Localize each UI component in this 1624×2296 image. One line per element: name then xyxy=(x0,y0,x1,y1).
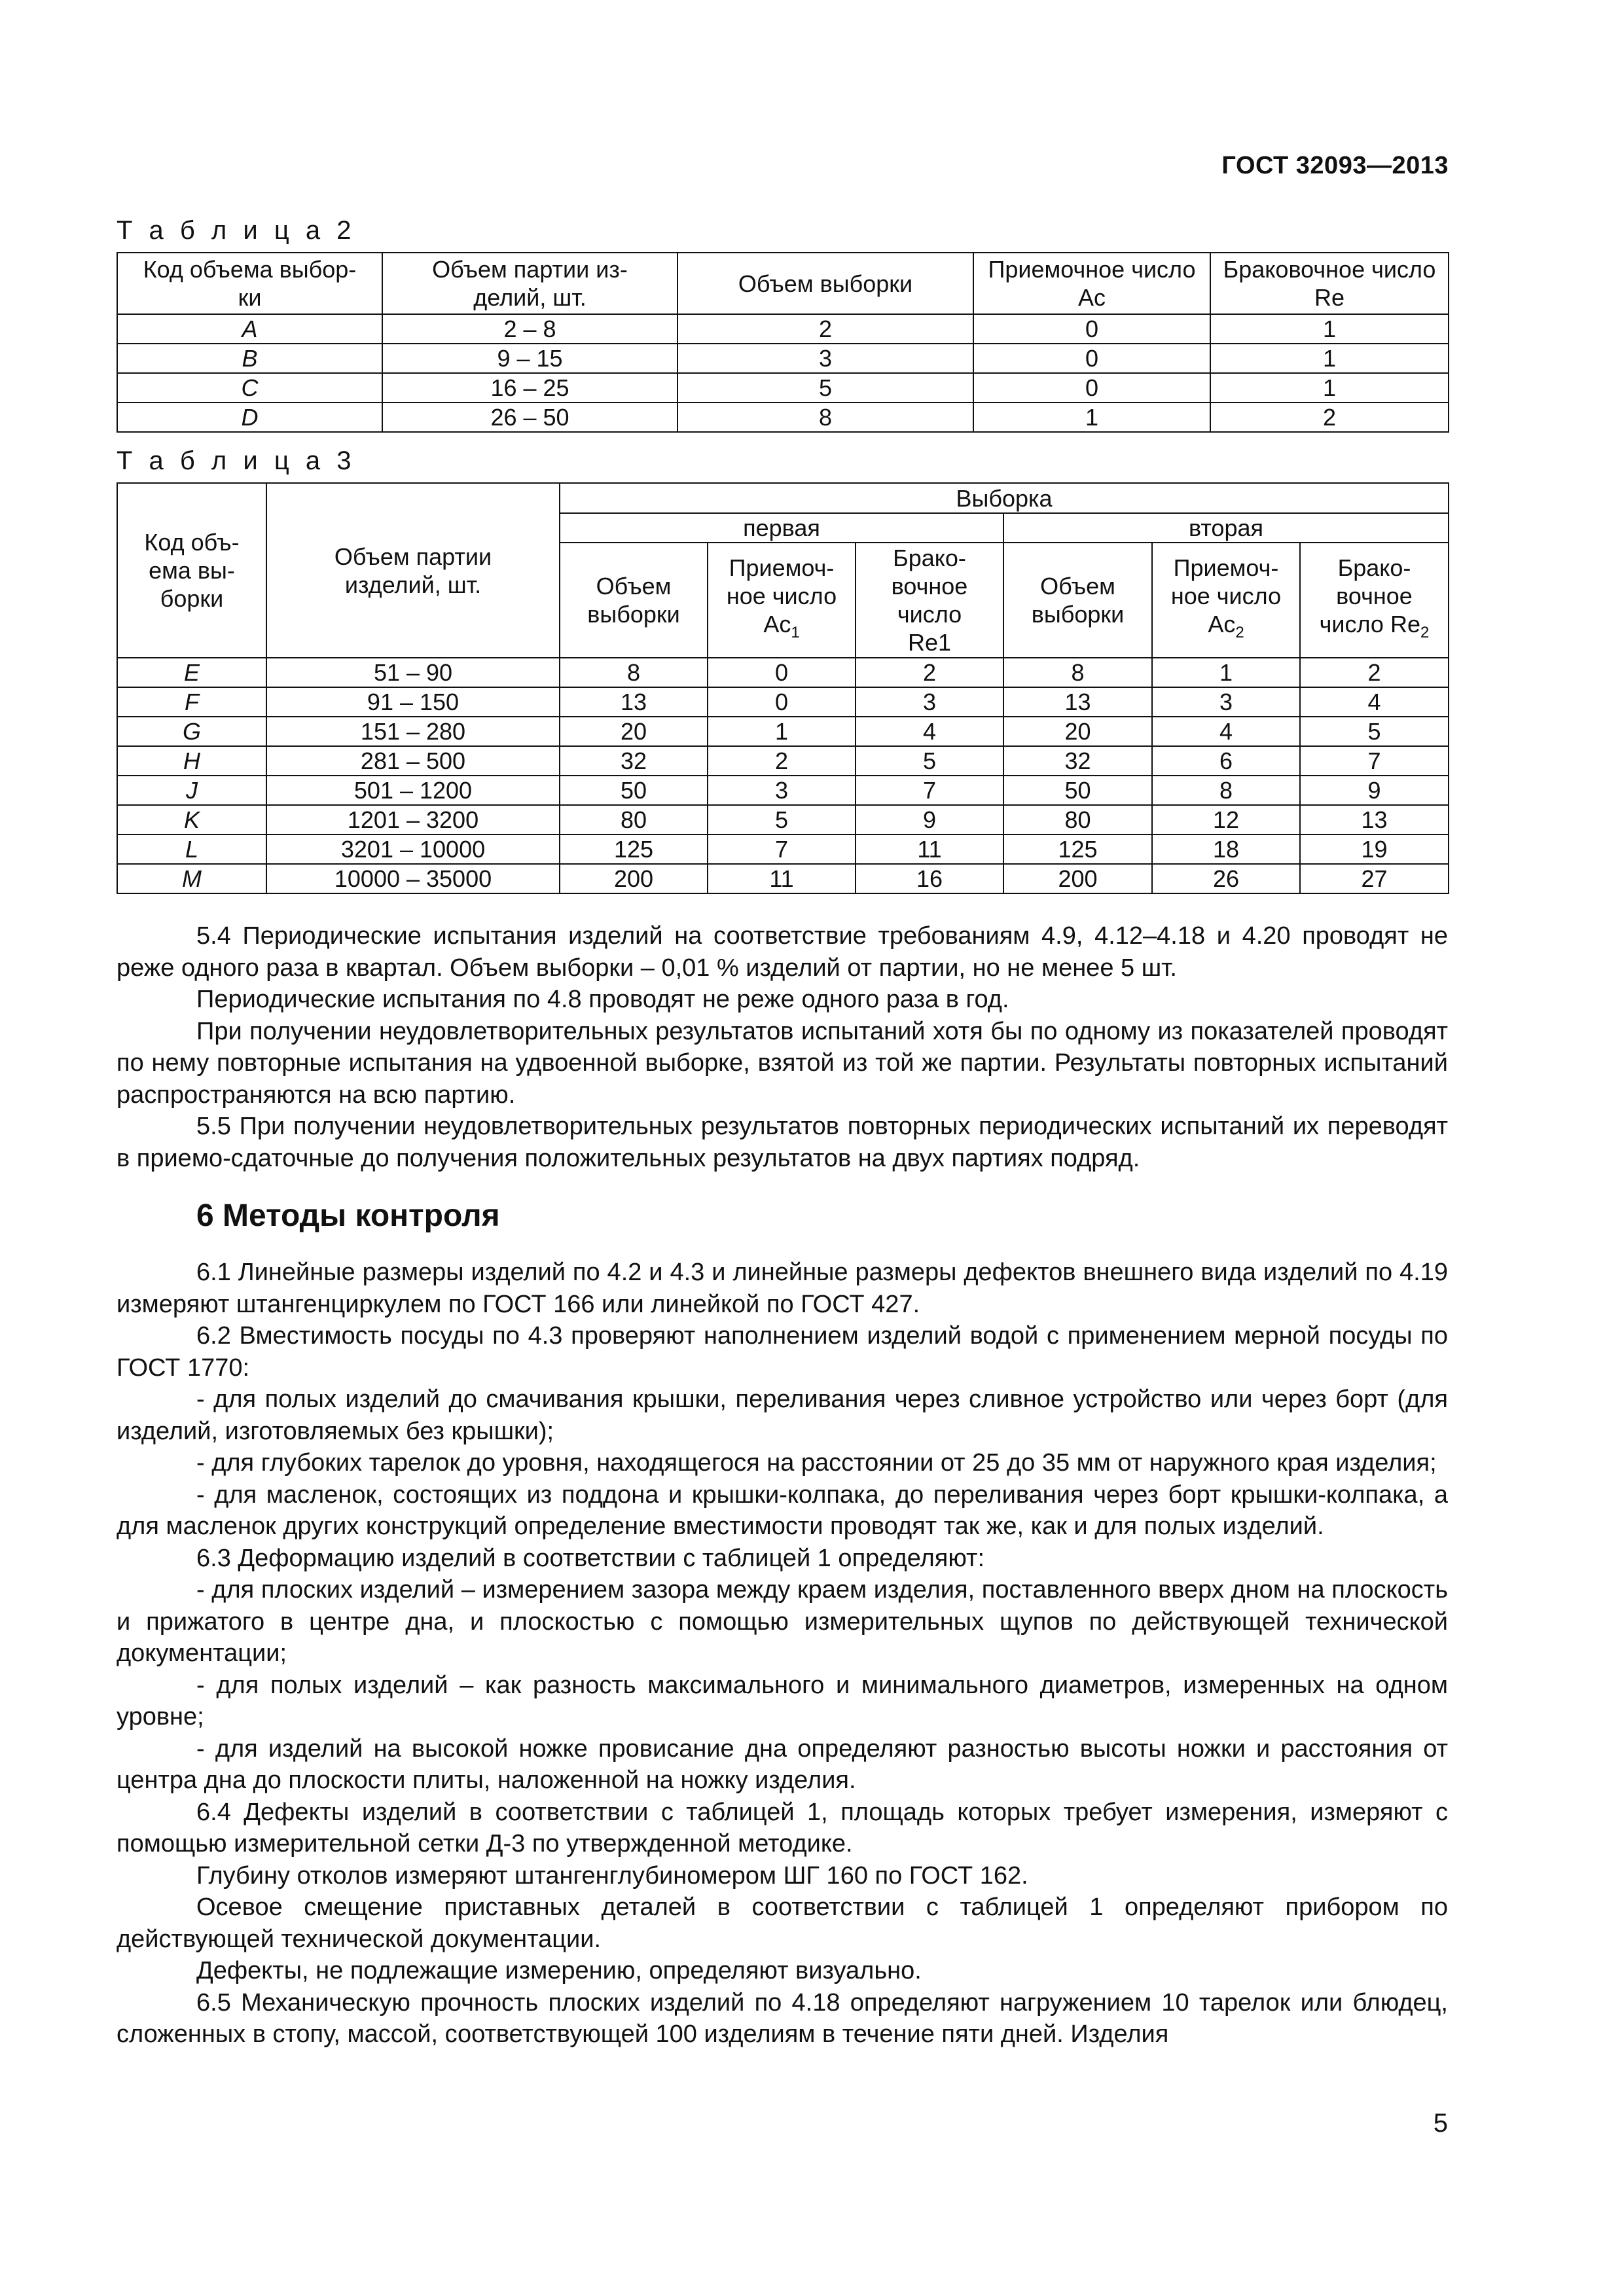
table-cell: 0 xyxy=(973,373,1210,403)
table-cell: 8 xyxy=(1152,776,1300,805)
table-cell: 0 xyxy=(708,658,856,687)
table-cell: 1201 – 3200 xyxy=(266,805,560,834)
table-cell: J xyxy=(117,776,266,805)
table-cell: K xyxy=(117,805,266,834)
t2-header-reject-text: Браковочное число Re xyxy=(1223,256,1436,311)
table-cell: 501 – 1200 xyxy=(266,776,560,805)
table-cell: 11 xyxy=(708,864,856,893)
table-cell: G xyxy=(117,717,266,746)
table-cell: 4 xyxy=(856,717,1003,746)
paragraph: 6.5 Механическую прочность плоских изделий по 4.18 определяют нагружением 10 тарелок или блюдец, сложенных в стопу, массой, соответствующей 100 изделиям в течение пяти дней. Изделия xyxy=(117,1988,1448,2048)
table-cell: 13 xyxy=(1300,805,1449,834)
table-cell: 9 xyxy=(856,805,1003,834)
table-cell: E xyxy=(117,658,266,687)
table-3 xyxy=(117,482,1449,894)
body-text-section5 xyxy=(117,920,1448,1174)
table-cell: 91 – 150 xyxy=(266,687,560,717)
table-cell: 1 xyxy=(708,717,856,746)
paragraph: Дефекты, не подлежащие измерению, определяют визуально. xyxy=(196,1957,922,1984)
table-row xyxy=(117,658,1449,687)
table-cell: 200 xyxy=(560,864,708,893)
table-row xyxy=(117,864,1449,893)
table-cell: L xyxy=(117,834,266,864)
table-cell: 50 xyxy=(1003,776,1152,805)
table-cell: 200 xyxy=(1003,864,1152,893)
table-row xyxy=(117,776,1449,805)
t3-header-code: Код объ- ема вы- борки xyxy=(117,483,266,658)
table-cell: 125 xyxy=(560,834,708,864)
t3-header-acc1: Приемоч- ное число $Ас_1$ xyxy=(708,543,856,658)
table-row xyxy=(117,687,1449,717)
table-cell: 26 – 50 xyxy=(382,403,677,432)
table-cell: 9 xyxy=(1300,776,1449,805)
table-cell: 13 xyxy=(1003,687,1152,717)
table-row xyxy=(117,344,1449,373)
table-cell: 151 – 280 xyxy=(266,717,560,746)
table-cell: 3 xyxy=(1152,687,1300,717)
table-cell: 18 xyxy=(1152,834,1300,864)
paragraph: - для полых изделий – как разность максимального и минимального диаметров, измеренных на одном уровне; xyxy=(117,1671,1448,1731)
table-cell: 3201 – 10000 xyxy=(266,834,560,864)
table-cell: 8 xyxy=(1003,658,1152,687)
table-cell: 10000 – 35000 xyxy=(266,864,560,893)
paragraph: Глубину отколов измеряют штангенглубиномером ШГ 160 по ГОСТ 162. xyxy=(196,1861,1028,1890)
table-cell: 80 xyxy=(560,805,708,834)
table-cell: 8 xyxy=(560,658,708,687)
t3-header-first: первая xyxy=(560,513,1003,543)
table-cell: 3 xyxy=(856,687,1003,717)
table-cell: 12 xyxy=(1152,805,1300,834)
table-cell: 1 xyxy=(1210,373,1449,403)
table-cell: M xyxy=(117,864,266,893)
table-cell: 125 xyxy=(1003,834,1152,864)
t2-header-lot: Объем партии из- делий, шт. xyxy=(382,253,677,314)
table-cell: 5 xyxy=(708,805,856,834)
table3-caption: Т а б л и ц а 3 xyxy=(117,446,356,475)
paragraph: 6.2 Вместимость посуды по 4.3 проверяют наполнением изделий водой с применением мерной посуды по ГОСТ 1770: xyxy=(117,1322,1448,1382)
table-cell: 4 xyxy=(1300,687,1449,717)
table-cell: 4 xyxy=(1152,717,1300,746)
table-cell: 2 xyxy=(1300,658,1449,687)
table-cell: 8 xyxy=(677,403,973,432)
paragraph: Осевое смещение приставных деталей в соответствии с таблицей 1 определяют прибором по действующей технической документации. xyxy=(117,1893,1448,1953)
table-cell: 2 xyxy=(1210,403,1449,432)
table-cell: 5 xyxy=(677,373,973,403)
t2-header-sample: Объем выборки xyxy=(677,253,973,314)
paragraph: - для полых изделий до смачивания крышки, переливания через сливное устройство или через борт (для изделий, изготовляемых без крышки); xyxy=(117,1386,1448,1445)
table-cell: 3 xyxy=(708,776,856,805)
table-cell: 20 xyxy=(1003,717,1152,746)
table-cell: 5 xyxy=(856,746,1003,776)
t2-header-accept: Приемочное число Ас xyxy=(973,253,1210,314)
paragraph: 5.5 При получении неудовлетворительных результатов повторных периодических испытаний их переводят в приемо-сдаточные до получения положительных результатов на двух партиях подряд. xyxy=(117,1113,1448,1172)
table-cell: F xyxy=(117,687,266,717)
t3-header-size2: Объем выборки xyxy=(1003,543,1152,658)
table-cell: D xyxy=(117,403,382,432)
table-row xyxy=(117,314,1449,344)
t3-header-sample: Выборка xyxy=(560,483,1449,513)
table-cell: A xyxy=(117,314,382,344)
t3-header-rej2: Брако- вочное число $Re_2$ xyxy=(1300,543,1449,658)
table-cell: 2 xyxy=(708,746,856,776)
table2-caption: Т а б л и ц а 2 xyxy=(117,216,356,245)
table-row xyxy=(117,746,1449,776)
table-cell: 9 – 15 xyxy=(382,344,677,373)
paragraph: При получении неудовлетворительных результатов испытаний хотя бы по одному из показателей проводят по нему повторные испытания на удвоенной выборке, взятой из той же партии. Результаты повторных испытаний распространяются на всю партию. xyxy=(117,1017,1448,1109)
t3-header-rej1: Брако- вочное число Re1 xyxy=(856,543,1003,658)
table-cell: 1 xyxy=(1210,314,1449,344)
table-cell: 281 – 500 xyxy=(266,746,560,776)
paragraph: - для глубоких тарелок до уровня, находящегося на расстоянии от 25 до 35 мм от наружного края изделия; xyxy=(196,1449,1437,1477)
table-cell: 27 xyxy=(1300,864,1449,893)
t3-header-lot: Объем партии изделий, шт. xyxy=(266,483,560,658)
paragraph: - для плоских изделий – измерением зазора между краем изделия, поставленного вверх дном на плоскость и прижатого в центре дна, и плоскостью с помощью измерительных щупов по действующей технической документации; xyxy=(117,1576,1448,1667)
table-cell: 50 xyxy=(560,776,708,805)
table-cell: 0 xyxy=(973,344,1210,373)
section-heading: 6 Методы контроля xyxy=(196,1198,500,1233)
table-cell: 0 xyxy=(973,314,1210,344)
t3-header-size1: Объем выборки xyxy=(560,543,708,658)
table-cell: 13 xyxy=(560,687,708,717)
t2-header-code: Код объема выбор- ки xyxy=(117,253,382,314)
paragraph: 6.1 Линейные размеры изделий по 4.2 и 4.3 и линейные размеры дефектов внешнего вида изделий по 4.19 измеряют штангенциркулем по ГОСТ 166 или линейкой по ГОСТ 427. xyxy=(117,1259,1448,1318)
table-cell: 51 – 90 xyxy=(266,658,560,687)
paragraph: - для изделий на высокой ножке провисание дна определяют разностью высоты ножки и расстояния от центра дна до плоскости плиты, наложенной на ножку изделия. xyxy=(117,1734,1448,1794)
table-cell: 11 xyxy=(856,834,1003,864)
table-cell: B xyxy=(117,344,382,373)
table-row xyxy=(117,717,1449,746)
table-cell: 19 xyxy=(1300,834,1449,864)
table-cell: 32 xyxy=(1003,746,1152,776)
table-cell: 2 xyxy=(856,658,1003,687)
table-cell: 26 xyxy=(1152,864,1300,893)
table-cell: 2 xyxy=(677,314,973,344)
table-cell: 20 xyxy=(560,717,708,746)
table-cell: 1 xyxy=(1152,658,1300,687)
table-cell: 32 xyxy=(560,746,708,776)
table-row xyxy=(117,805,1449,834)
body-text-section6 xyxy=(117,1257,1448,2051)
table-cell: 7 xyxy=(708,834,856,864)
page-number: 5 xyxy=(1433,2109,1448,2138)
table-cell: 6 xyxy=(1152,746,1300,776)
table-row xyxy=(117,373,1449,403)
table-2 xyxy=(117,252,1449,433)
paragraph: - для масленок, состоящих из поддона и крышки-колпака, до переливания через борт крышки-колпака, а для масленок других конструкций определение вместимости проводят так же, как и для полых изделий. xyxy=(117,1480,1448,1540)
t3-header-acc2: Приемоч- ное число $Ас_2$ xyxy=(1152,543,1300,658)
paragraph: 6.4 Дефекты изделий в соответствии с таблицей 1, площадь которых требует измерения, измеряют с помощью измерительной сетки Д-3 по утвержденной методике. xyxy=(117,1798,1448,1857)
table-cell: 2 – 8 xyxy=(382,314,677,344)
table-cell: 7 xyxy=(1300,746,1449,776)
table-cell: 0 xyxy=(708,687,856,717)
table-row xyxy=(117,403,1449,432)
t2-header-reject xyxy=(1210,253,1449,314)
table-cell: 7 xyxy=(856,776,1003,805)
table-cell: 80 xyxy=(1003,805,1152,834)
document-code: ГОСТ 32093—2013 xyxy=(1221,152,1449,179)
paragraph: 5.4 Периодические испытания изделий на соответствие требованиям 4.9, 4.12–4.18 и 4.20 проводят не реже одного раза в квартал. Объем выборки – 0,01 % изделий от партии, но не менее 5 шт. xyxy=(117,922,1448,982)
table-row xyxy=(117,834,1449,864)
t3-header-second: вторая xyxy=(1003,513,1449,543)
table-cell: C xyxy=(117,373,382,403)
table-cell: 1 xyxy=(1210,344,1449,373)
table-cell: 5 xyxy=(1300,717,1449,746)
table-cell: 16 xyxy=(856,864,1003,893)
table-cell: 16 – 25 xyxy=(382,373,677,403)
table-cell: 1 xyxy=(973,403,1210,432)
table-cell: H xyxy=(117,746,266,776)
paragraph: 6.3 Деформацию изделий в соответствии с таблицей 1 определяют: xyxy=(196,1544,984,1572)
paragraph: Периодические испытания по 4.8 проводят не реже одного раза в год. xyxy=(196,986,1009,1013)
table-cell: 3 xyxy=(677,344,973,373)
